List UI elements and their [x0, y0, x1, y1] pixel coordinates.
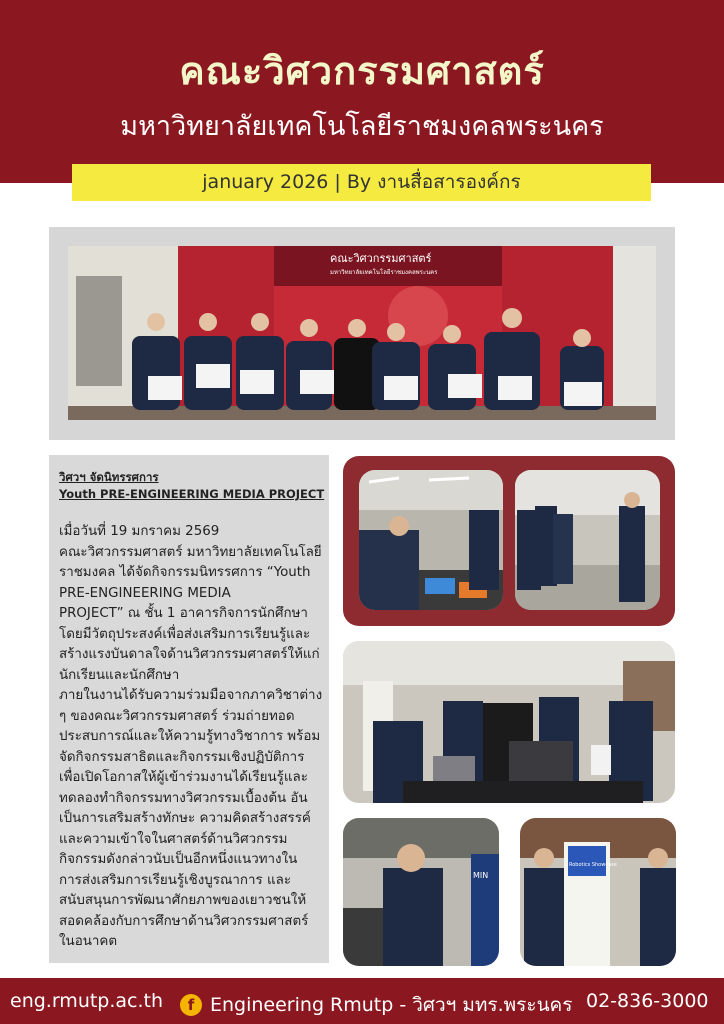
article-line: ราชมงคล ได้จัดกิจกรรมนิทรรศการ “Youth — [59, 565, 311, 580]
article-line: จัดกิจกรรมสาธิตและกิจกรรมเชิงปฏิบัติการ — [59, 749, 305, 765]
article-line: โดยมีวัตถุประสงค์เพื่อส่งเสริมการเรียนรู้และ — [59, 626, 311, 642]
article-line: ภายในงานได้รับความร่วมมือจากภาควิชาต่าง — [59, 688, 323, 703]
poster-text: Robotics Showcase — [569, 862, 617, 868]
faculty-title: คณะวิศวกรรมศาสตร์ — [179, 49, 545, 93]
article-line: เมื่อวันที่ 19 มกราคม 2569 — [59, 524, 220, 539]
photo-poster-booth — [520, 818, 676, 966]
article-line: นักเรียนและนักศึกษา — [59, 667, 180, 683]
article-line: การส่งเสริมการเรียนรู้เชิงบูรณาการ และ — [59, 872, 292, 888]
footer-phone: 02-836-3000 — [586, 990, 709, 1012]
article-heading-line-1: วิศวฯ จัดนิทรรศการ — [59, 470, 159, 484]
photo-computer-demo — [343, 641, 675, 803]
article-line: กิจกรรมดังกล่าวนับเป็นอีกหนึ่งแนวทางใน — [59, 852, 298, 867]
footer-bar — [0, 978, 724, 1024]
article-line: ๆ ของคณะวิศวกรรมศาสตร์ ร่วมถ่ายทอด — [59, 708, 295, 724]
article-heading-line-2: Youth PRE-ENGINEERING MEDIA PROJECT — [59, 487, 325, 501]
dateline-bar: january 2026 | By งานสื่อสารองค์กร — [72, 164, 651, 201]
header-banner — [0, 0, 724, 183]
photo-presentation — [515, 470, 660, 610]
article-line: คณะวิศวกรรมศาสตร์ มหาวิทยาลัยเทคโนโลยี — [59, 544, 322, 560]
group-photo — [68, 246, 656, 420]
banner-subtitle: มหาวิทยาลัยเทคโนโลยีราชมงคลพระนคร — [330, 269, 438, 276]
article-line: ทดลองทำกิจกรรมทางวิศวกรรมเบื้องต้น อัน — [59, 790, 308, 806]
article-line: สอดคล้องกับการศึกษาด้านวิศวกรรมศาสตร์ — [59, 913, 309, 929]
article-line: สร้างแรงบันดาลใจด้านวิศวกรรมศาสตร์ให้แก่ — [59, 647, 320, 662]
article-line: เป็นการเสริมสร้างทักษะ ความคิดสร้างสรรค์ — [59, 811, 311, 826]
article-heading — [59, 469, 324, 503]
facebook-icon: f — [180, 994, 202, 1016]
article-body — [59, 522, 325, 953]
article-box — [49, 455, 329, 963]
article-line: และความเข้าใจในศาสตร์ด้านวิศวกรรม — [59, 831, 288, 847]
article-line: PROJECT” ณ ชั้น 1 อาคารกิจการนักศึกษา — [59, 606, 308, 621]
article-line: PRE-ENGINEERING MEDIA — [59, 585, 231, 601]
article-line: ประสบการณ์และให้ความรู้ทางวิชาการ พร้อม — [59, 729, 321, 744]
photo-speaker — [343, 818, 499, 966]
article-line: ในอนาคต — [59, 934, 118, 949]
article-line: สนับสนุนการพัฒนาศักยภาพของเยาวชนให้ — [59, 893, 307, 908]
photo-banner-text: MIN — [473, 871, 489, 880]
banner-title: คณะวิศวกรรมศาสตร์ — [330, 252, 432, 265]
university-subtitle: มหาวิทยาลัยเทคโนโลยีราชมงคลพระนคร — [120, 111, 604, 142]
article-line: เพื่อเปิดโอกาสให้ผู้เข้าร่วมงานได้เรียนรู้และ — [59, 770, 308, 785]
footer-website-link[interactable]: eng.rmutp.ac.th — [10, 990, 164, 1012]
footer-facebook-link[interactable] — [180, 990, 572, 1020]
footer-facebook-label: Engineering Rmutp - วิศวฯ มทร.พระนคร — [210, 994, 573, 1016]
photo-workbench — [359, 470, 503, 610]
